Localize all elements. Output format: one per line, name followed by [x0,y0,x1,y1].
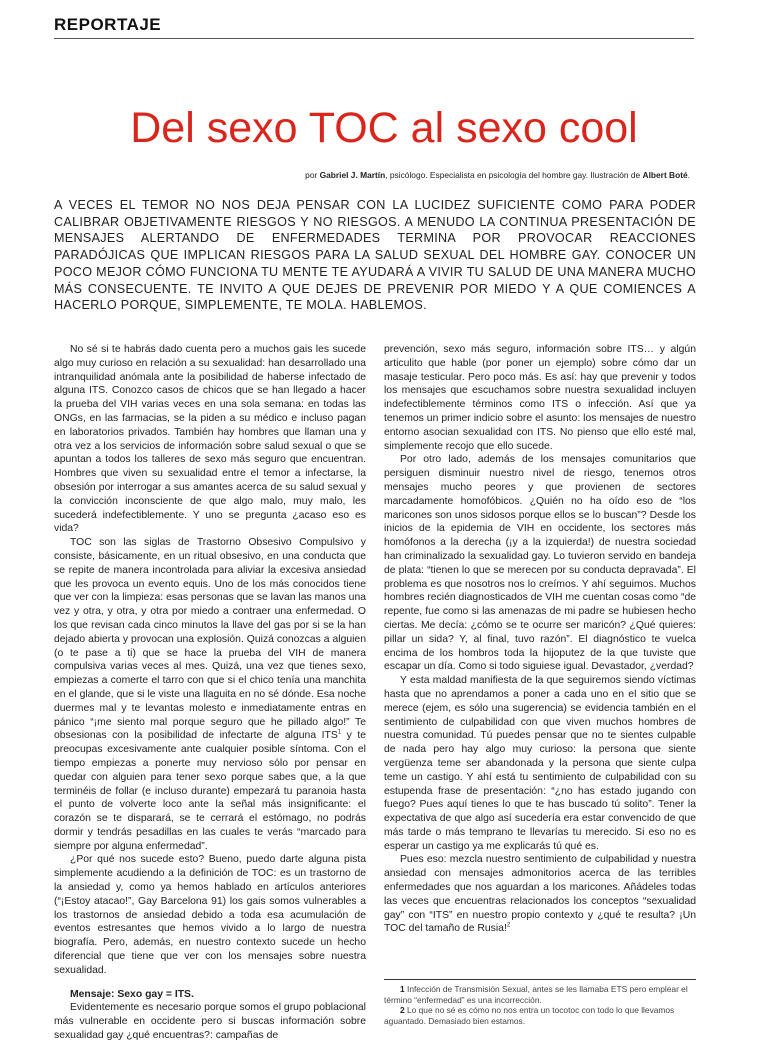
subheading: Mensaje: Sexo gay = ITS. [70,988,194,1000]
paragraph: Pues eso: mezcla nuestro sentimiento de culpabilidad y nuestra ansiedad con mensajes admonitorios acerca de las terribles enfermedades que nos aguardan a los maricones. Añádeles todas las veces que encuentras relacionados los conceptos “sexualidad gay” con “ITS” en nuestro propio contexto y ¿qué te resulta? ¡Un TOC del tamaño de Rusia!$^2$ [384,854,696,935]
paragraph: TOC son las siglas de Trastorno Obsesivo Compulsivo y consiste, básicamente, en un ritual obsesivo, en una conducta que se repite de manera incontrolada para aliviar la excesiva ansiedad que les provoca un evento equis. Uno de los más conocidos tiene que ver con la limpieza: esas personas que se lavan las manos una vez y otra, y otra, y otra por miedo a contraer una enfermedad. O los que revisan cada cinco minutos la llave del gas por si se la han dejado abierta y provocan una explosión. Quizá conozcas a alguien (o te pase a ti) que se hace la prueba del VIH de manera compulsiva varias veces al mes. Quizá, una vez que tienes sexo, empiezas a comerte el tarro con que si el chico tenía una manchita en el glande, que si le viste una llaguita en no sé dónde. Esa noche duermes mal y te levantas molesto e inmediatamente entras en pánico “¡me siento mal porque seguro que he pillado algo!” Te obsesionas con la posibilidad de infectarte de alguna ITS$^1$ y te preocupas excesivamente ante cualquier posible síntoma. Con el tiempo empiezas a ponerte muy nervioso sólo por pensar en quedar con alguien para tener sexo porque sabes que, a la que terminéis de follar (e incluso durante) empezará tu paranoia hasta el punto de volverte loco ante la señal más insignificante: el corazón se te disparará, se te cerrará el estómago, no podrás dormir y tendrás pesadillas en las cuales te verás “marcado para siempre por alguna enfermedad”. [54,537,366,852]
footnote-ref: 2 [506,923,511,929]
footnote-rule [384,979,696,980]
footnote: 2 Lo que no sé es cómo no nos entra un tocotoc con todo lo que llevamos aguantado. Demasiado bien estamos. [384,1005,675,1026]
footnote-ref: 1 [337,729,342,736]
body-column-left [54,343,366,1043]
byline-illustrator: Albert Boté [642,170,688,180]
article-byline [0,170,690,180]
byline-author: Gabriel J. Martín [319,170,386,180]
paragraph: Por otro lado, además de los mensajes comunitarios que persiguen disminuir nuestro nivel de riesgo, tenemos otros mensajes mucho peores y que provienen de sectores marcadamente homofóbicos. ¿Quién no ha oído eso de “los maricones son unos sidosos porque ellos se lo buscan”? Desde los inicios de la epidemia de VIH en occidente, los sectores más homófonos a la derecha (¡y a la izquierda!) de nuestra sociedad han criminalizado la sexualidad gay. Lo tuvieron servido en bandeja de plata: “tienen lo que se merecen por su conducta depravada”. El problema es que nosotros nos lo creímos. Y ahí seguimos. Muchos hombres recién diagnosticados de VIH me cuentan cosas como “de repente, fue como si las amenazas de mi padre se hubiesen hecho ciertas. Me decía: ¿cómo se te ocurre ser maricón? ¿Qué quieres: pillar un sida? Y, al final, tuvo razón”. El diagnóstico te vuelca encima de los hombros toda la hijoputez de la que tuviste que escapar un día. Como si todo siguiese igual. Devastador, ¿verdad? [384,454,696,673]
section-label: REPORTAJE [54,15,162,34]
paragraph: Evidentemente es necesario porque somos el grupo poblacional más vulnerable en occidente pero si buscas información sobre sexualidad gay ¿qué encuentras?: campañas de [54,1002,366,1042]
footnote: 1 Infección de Transmisión Sexual, antes se les llamaba ETS pero emplear el término “enfermedad” es una incorrección. [384,984,688,1005]
header-rule [54,38,694,39]
paragraph: Y esta maldad manifiesta de la que seguiremos siendo víctimas hasta que no aprendamos a poner a cada uno en el sitio que se merece (ejem, es sólo una sugerencia) se evidencia también en el sentimiento de culpabilidad con que viven muchos hombres de nuestra comunidad. Tú puedes pensar que no te sientes culpable de nada pero hay algo muy curioso: la persona que siente vergüenza teme ser abandonada y la persona que siente culpa teme un castigo. Y ahí está tu sentimiento de culpabilidad con su estupenda frase de presentación: “¿no has estado jugando con fuego? Pues aquí tienes lo que te has buscado tú solito”. Tener la expectativa de que algo así sucedería era estar convencido de que más tarde o más temprano te llevarías tu merecido. Si eso no es esperar un castigo ya me explicarás tú qué es. [384,675,696,852]
body-column-right [384,343,696,936]
paragraph: ¿Por qué nos sucede esto? Bueno, puedo darte alguna pista simplemente acudiendo a la definición de TOC: es un trastorno de la ansiedad y, como ya hemos hablado en artículos anteriores (“¡Estoy atacao!”, Gay Barcelona 91) los gais somos vulnerables a los trastornos de ansiedad debido a toda esa acumulación de eventos estresantes que hemos vivido a lo largo de nuestra biografía. Pero, además, en nuestro contexto sucede un hecho diferencial que tiene que ver con los mensajes sobre nuestra sexualidad. [54,854,366,976]
footnotes [384,984,696,1026]
byline-role: , psicólogo. Especialista en psicología del hombre gay. Ilustración de [385,170,641,180]
article-lead: A VECES EL TEMOR NO NOS DEJA PENSAR CON LA LUCIDEZ SUFICIENTE COMO PARA PODER CALIBRAR OBJETIVAMENTE RIESGOS Y NO RIESGOS. A MENUDO LA CONTINUA PRESENTACIÓN DE MENSAJES ALERTANDO DE ENFERMEDADES TERMINA POR PROVOCAR REACCIONES PARADÓJICAS QUE IMPLICAN RIESGOS PARA LA SALUD SEXUAL DEL HOMBRE GAY. CONOCER UN POCO MEJOR CÓMO FUNCIONA TU MENTE TE AYUDARÁ A VIVIR TU SALUD DE UNA MANERA MUCHO MÁS CONSECUENTE. TE INVITO A QUE DEJES DE PREVENIR POR MIEDO Y A QUE COMIENCES A HACERLO PORQUE, SIMPLEMENTE, TE MOLA. HABLEMOS. [54,198,696,313]
paragraph: prevención, sexo más seguro, información sobre ITS… y algún articulito que hable (por poner un ejemplo) sobre cómo dar un masaje testicular. Pero poco más. Es así: hay que prevenir y todos los mensajes que escuchamos sobre nuestra sexualidad incluyen indefectiblemente términos como ITS o infección. Así que ya tenemos un primer indicio sobre el asunto: los mensajes de nuestro entorno asocian sexualidad con ITS. No pienso que ello esté mal, simplemente recojo que ello sucede. [384,344,696,452]
byline-prefix: por [305,170,318,180]
paragraph: No sé si te habrás dado cuenta pero a muchos gais les sucede algo muy curioso en relación a su sexualidad: han desarrollado una intranquilidad anómala ante la posibilidad de haberse infectado de alguna ITS. Conozco casos de chicos que se han llegado a hacer la prueba del VIH varias veces en una sola semana: en todas las ONGs, en las farmacias, se la piden a su médico e incluso pagan en laboratorios privados. También hay hombres que llaman una y otra vez a los servicios de información sobre salud sexual o que se apuntan a todos los talleres de sexo más seguro que encuentran. Hombres que viven su sexualidad entre el temor a infectarse, la obsesión por interrogar a sus amantes acerca de su salud sexual y la convicción inconsciente de que algo malo, muy malo, les sucederá indefectiblemente. Y uno se pregunta ¿acaso eso es vida? [54,344,366,535]
byline-end: . [687,170,690,180]
article-title: Del sexo TOC al sexo cool [130,104,638,152]
